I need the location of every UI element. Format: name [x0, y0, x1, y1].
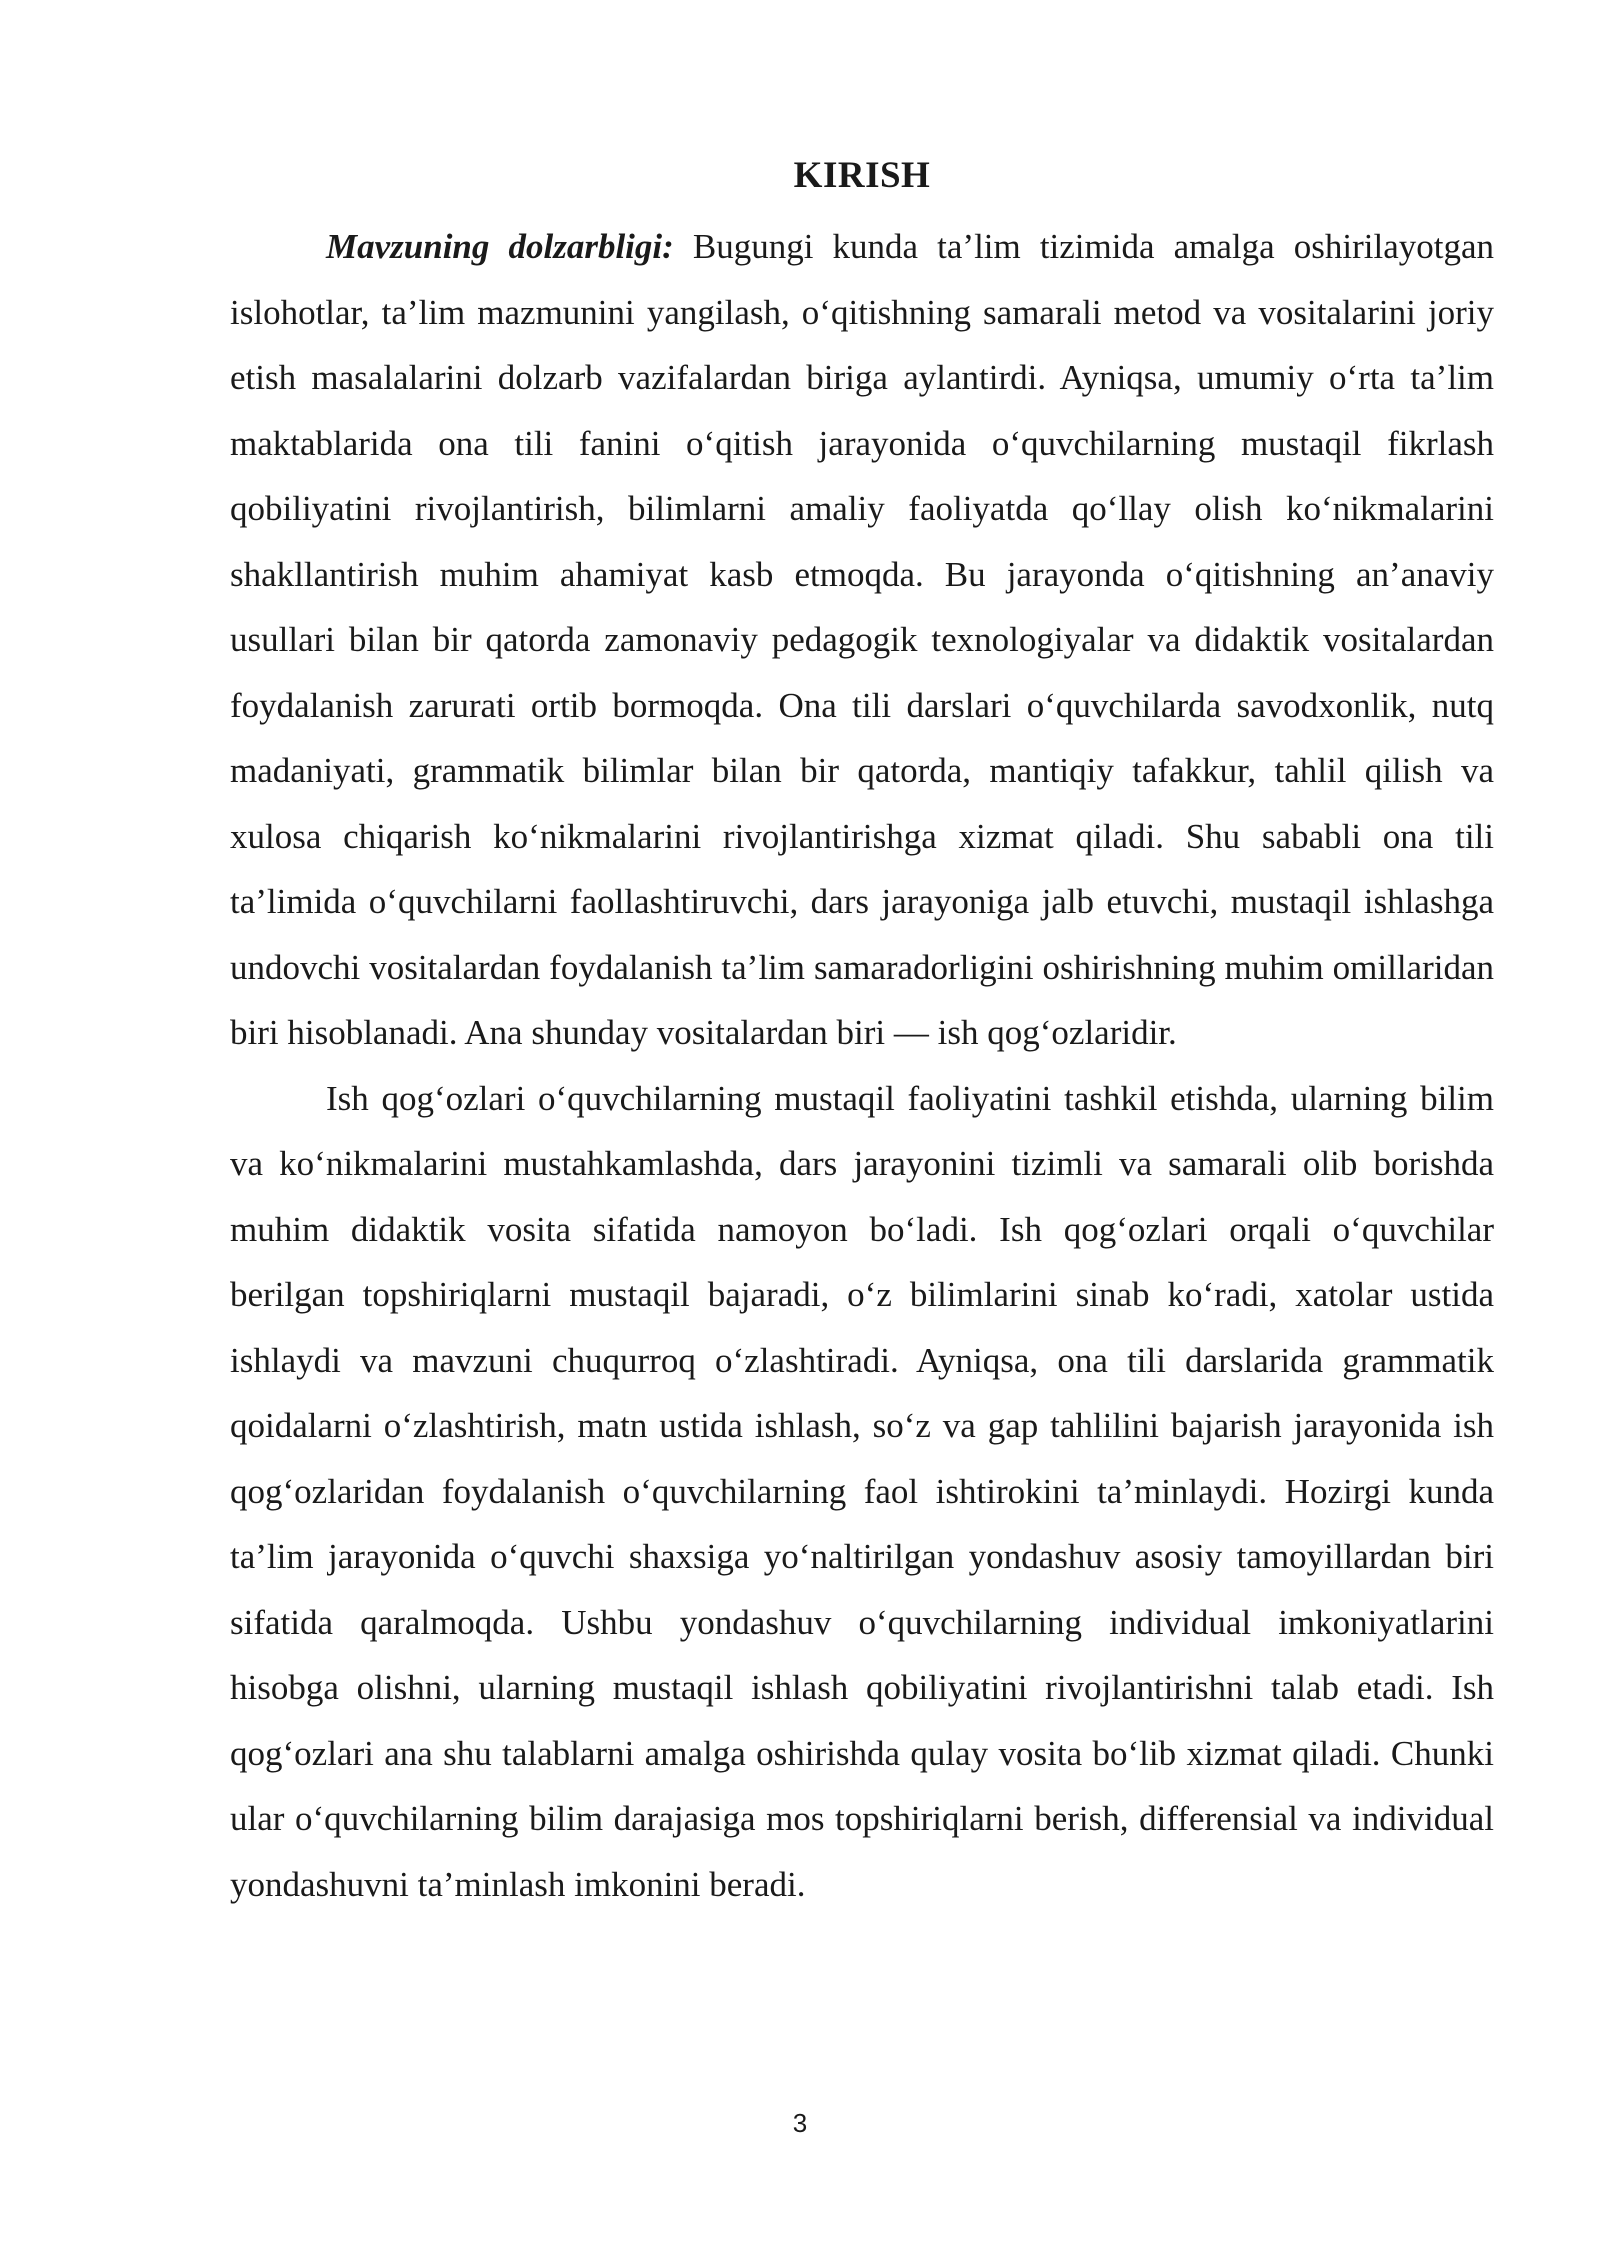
paragraph-lead: Mavzuning dolzarbligi:	[326, 227, 674, 266]
page-number: 3	[792, 2108, 808, 2138]
document-page	[230, 150, 1494, 1917]
paragraph-worksheets	[230, 1066, 1494, 1918]
section-heading: KIRISH	[793, 155, 931, 196]
paragraph-relevance	[230, 214, 1494, 1066]
paragraph-text: Bugungi kunda ta’lim tizimida amalga oshirilayotgan islohotlar, ta’lim mazmunini yangilash, o‘qitishning samarali metod va vositalarini joriy etish masalalarini dolzarb vazifalardan biriga aylantirdi. Ayniqsa, umumiy o‘rta ta’lim maktablarida ona tili fanini o‘qitish jarayonida o‘quvchilarning mustaqil fikrlash qobiliyatini rivojlantirish, bilimlarni amaliy faoliyatda qo‘llay olish ko‘nikmalarini shakllantirish muhim ahamiyat kasb etmoqda. Bu jarayonda o‘qitishning an’anaviy usullari bilan bir qatorda zamonaviy pedagogik texnologiyalar va didaktik vositalardan foydalanish zarurati ortib bormoqda. Ona tili darslari o‘quvchilarda savodxonlik, nutq madaniyati, grammatik bilimlar bilan bir qatorda, mantiqiy tafakkur, tahlil qilish va xulosa chiqarish ko‘nikmalarini rivojlantirishga xizmat qiladi. Shu sababli ona tili ta’limida o‘quvchilarni faollashtiruvchi, dars jarayoniga jalb etuvchi, mustaqil ishlashga undovchi vositalardan foydalanish ta’lim samaradorligini oshirishning muhim omillaridan biri hisoblanadi. Ana shunday vositalardan biri — ish qog‘ozlaridir.	[230, 227, 1494, 1052]
paragraph-text: Ish qog‘ozlari o‘quvchilarning mustaqil faoliyatini tashkil etishda, ularning bilim va ko‘nikmalarini mustahkamlashda, dars jarayonini tizimli va samarali olib borishda muhim didaktik vosita sifatida namoyon bo‘ladi. Ish qog‘ozlari orqali o‘quvchilar berilgan topshiriqlarni mustaqil bajaradi, o‘z bilimlarini sinab ko‘radi, xatolar ustida ishlaydi va mavzuni chuqurroq o‘zlashtiradi. Ayniqsa, ona tili darslarida grammatik qoidalarni o‘zlashtirish, matn ustida ishlash, so‘z va gap tahlilini bajarish jarayonida ish qog‘ozlaridan foydalanish o‘quvchilarning faol ishtirokini ta’minlaydi. Hozirgi kunda ta’lim jarayonida o‘quvchi shaxsiga yo‘naltirilgan yondashuv asosiy tamoyillardan biri sifatida qaralmoqda. Ushbu yondashuv o‘quvchilarning individual imkoniyatlarini hisobga olishni, ularning mustaqil ishlash qobiliyatini rivojlantirishni talab etadi. Ish qog‘ozlari ana shu talablarni amalga oshirishda qulay vosita bo‘lib xizmat qiladi. Chunki ular o‘quvchilarning bilim darajasiga mos topshiriqlarni berish, differensial va individual yondashuvni ta’minlash imkonini beradi.	[230, 1078, 1494, 1904]
